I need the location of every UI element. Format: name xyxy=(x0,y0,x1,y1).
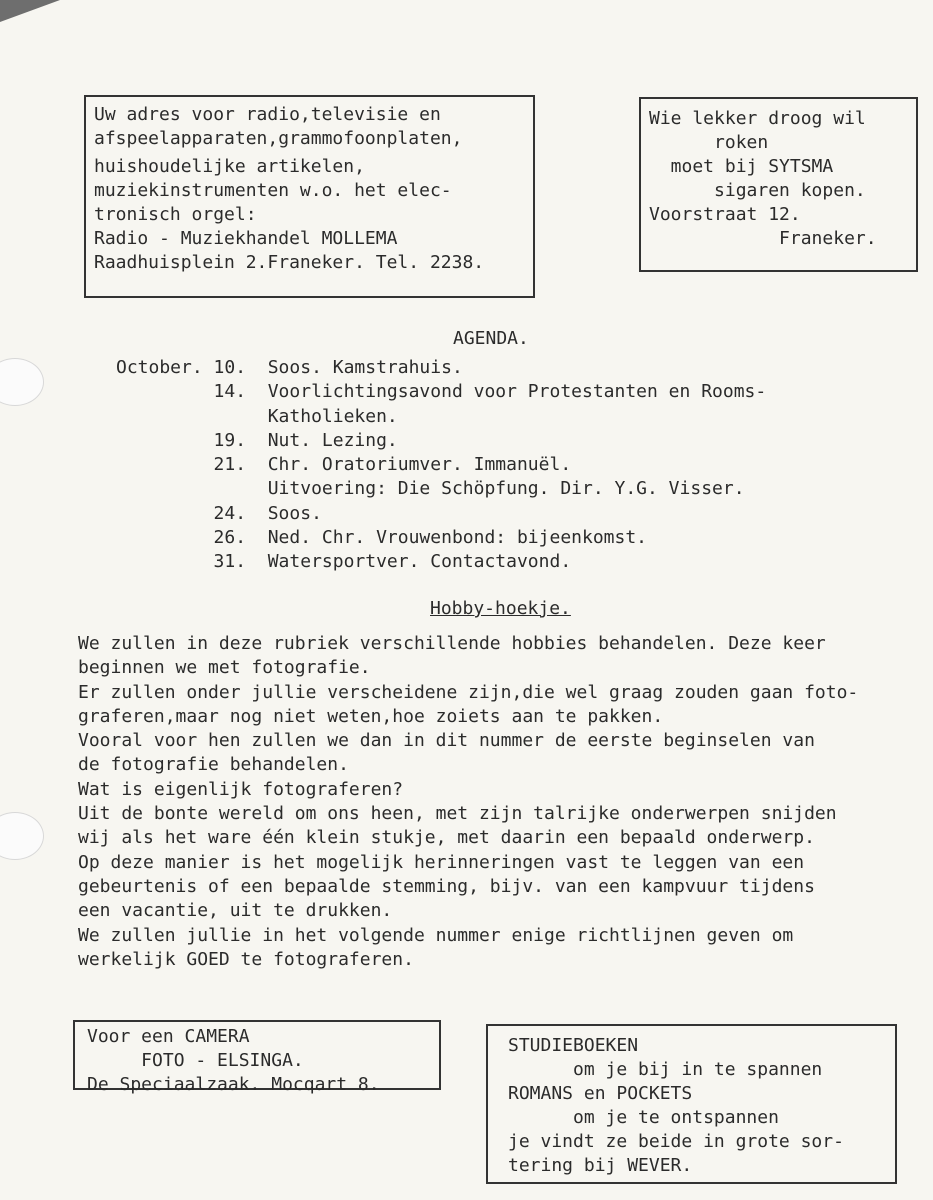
article-line: gebeurtenis of een bepaalde stemming, bijv. van een kampvuur tijdens xyxy=(78,875,815,897)
article-line: Er zullen onder jullie verscheidene zijn,die wel graag zouden gaan foto- xyxy=(78,681,859,703)
article-line: Vooral voor hen zullen we dan in dit nummer de eerste beginselen van xyxy=(78,730,815,752)
ad-line: tronisch orgel: xyxy=(94,204,257,225)
agenda-row: Katholieken. xyxy=(116,405,398,427)
ad-line: Raadhuisplein 2.Franeker. Tel. 2238. xyxy=(94,252,485,273)
agenda-row: 21. Chr. Oratoriumver. Immanuël. xyxy=(116,454,572,476)
ad-line: je vindt ze beide in grote sor- xyxy=(508,1131,844,1152)
article-line: wij als het ware één klein stukje, met daarin een bepaald onderwerp. xyxy=(78,827,815,849)
ad-line: moet bij SYTSMA xyxy=(649,156,834,177)
article-line: We zullen jullie in het volgende nummer enige richtlijnen geven om xyxy=(78,924,794,946)
ad-line: Franeker. xyxy=(649,228,877,249)
ad-line: ROMANS en POCKETS xyxy=(508,1083,693,1104)
article-line: werkelijk GOED te fotograferen. xyxy=(78,948,414,970)
article-line: graferen,maar nog niet weten,hoe zoiets aan te pakken. xyxy=(78,705,664,727)
agenda-title: AGENDA. xyxy=(453,328,529,349)
article-line: een vacantie, uit te drukken. xyxy=(78,900,393,922)
ad-line: Voor een CAMERA xyxy=(87,1026,250,1047)
folded-corner xyxy=(0,0,60,22)
ad-line: sigaren kopen. xyxy=(649,180,866,201)
ad-radio-mollema xyxy=(84,95,535,298)
article-line: Wat is eigenlijk fotograferen? xyxy=(78,778,404,800)
ad-line: Uw adres voor radio,televisie en xyxy=(94,104,441,125)
article-line: beginnen we met fotografie. xyxy=(78,657,371,679)
agenda-list xyxy=(116,356,766,575)
agenda-row: 26. Ned. Chr. Vrouwenbond: bijeenkomst. xyxy=(116,527,648,549)
ad-line: muziekinstrumenten w.o. het elec- xyxy=(94,180,452,201)
ad-line: Wie lekker droog wil xyxy=(649,108,866,129)
article-line: Op deze manier is het mogelijk herinneringen vast te leggen van een xyxy=(78,851,805,873)
hobby-title: Hobby-hoekje. xyxy=(430,598,571,619)
hobby-article xyxy=(78,632,918,972)
ad-foto-elsinga xyxy=(73,1020,441,1095)
ad-line: tering bij WEVER. xyxy=(508,1155,693,1176)
ad-line: afspeelapparaten,grammofoonplaten, xyxy=(94,128,463,149)
agenda-row: 24. Soos. xyxy=(116,502,322,524)
agenda-row: Uitvoering: Die Schöpfung. Dir. Y.G. Visser. xyxy=(116,478,745,500)
ad-line: Voorstraat 12. xyxy=(649,204,801,225)
agenda-row: October. 10. Soos. Kamstrahuis. xyxy=(116,357,463,378)
ad-line: huishoudelijke artikelen, xyxy=(94,156,365,177)
ad-boekhandel-wever xyxy=(486,1024,897,1184)
ad-line: roken xyxy=(649,132,769,153)
agenda-row: 31. Watersportver. Contactavond. xyxy=(116,551,572,573)
ad-line: STUDIEBOEKEN xyxy=(508,1035,639,1056)
ad-line: Radio - Muziekhandel MOLLEMA xyxy=(94,228,398,249)
ad-line: om je bij in te spannen xyxy=(508,1059,823,1080)
article-line: We zullen in deze rubriek verschillende hobbies behandelen. Deze keer xyxy=(78,633,826,654)
ad-line: om je te ontspannen xyxy=(508,1107,779,1128)
agenda-row: 14. Voorlichtingsavond voor Protestanten en Rooms- xyxy=(116,381,767,403)
agenda-row: 19. Nut. Lezing. xyxy=(116,429,398,451)
ad-line: De Speciaalzaak. Mocqart 8. xyxy=(87,1074,380,1095)
article-line: Uit de bonte wereld om ons heen, met zijn talrijke onderwerpen snijden xyxy=(78,803,837,825)
ad-sigaren-sytsma xyxy=(639,97,918,272)
punch-hole xyxy=(0,812,44,860)
punch-hole xyxy=(0,358,44,406)
ad-line: FOTO - ELSINGA. xyxy=(87,1050,304,1071)
article-line: de fotografie behandelen. xyxy=(78,754,349,776)
